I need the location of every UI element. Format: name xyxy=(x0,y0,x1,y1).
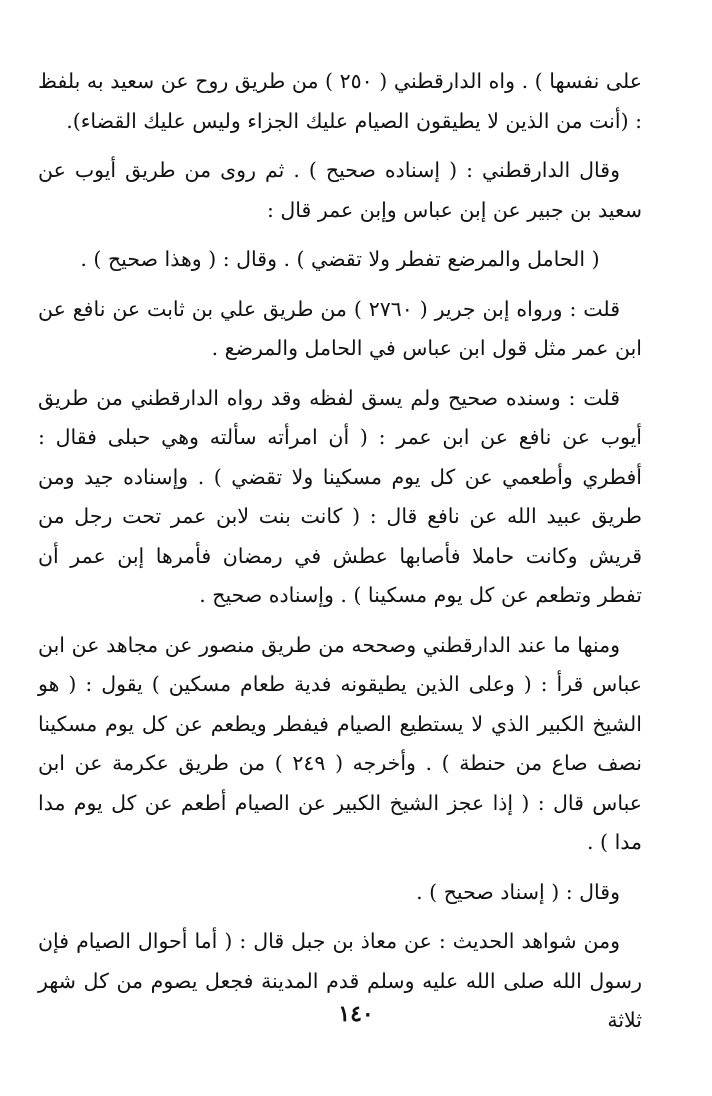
paragraph-6 xyxy=(38,626,642,863)
paragraph-5-text: قلت : وسنده صحيح ولم يسق لفظه وقد رواه الدارقطني من طريق أيوب عن نافع عن ابن عمر : ( أن امرأته سألته وهي حبلى فقال : أفطري وأطعمي عن كل يوم مسكينا ولا تقضي ) . وإسناده جيد ومن طريق عبيد الله عن نافع قال : ( كانت بنت لابن عمر تحت رجل من قريش وكانت حاملا فأصابها عطش في رمضان فأمرها إبن عمر أن تفطر وتطعم عن كل يوم مسكينا ) . وإسناده صحيح . xyxy=(38,385,642,607)
paragraph-8-text: ومن شواهد الحديث : عن معاذ بن جبل قال : ( أما أحوال الصيام فإن رسول الله صلى الله عليه وسلم قدم المدينة فجعل يصوم من كل شهر ثلاثة xyxy=(38,929,642,1032)
paragraph-2 xyxy=(38,151,642,230)
page-text-body xyxy=(38,62,642,1041)
paragraph-6-text: ومنها ما عند الدارقطني وصححه من طريق منصور عن مجاهد عن ابن عباس قرأ : ( وعلى الذين يطيقونه فدية طعام مسكين ) يقول : ( هو الشيخ الكبير الذي لا يستطيع الصيام فيفطر ويطعم عن كل يوم مسكينا نصف صاع من حنطة ) . وأخرجه ( ٢٤٩ ) من طريق عكرمة عن ابن عباس قال : ( إذا عجز الشيخ الكبير عن الصيام أطعم عن كل يوم مدا مدا ) . xyxy=(38,632,642,854)
paragraph-1: على نفسها ) . واه الدارقطني ( ٢٥٠ ) من طريق روح عن سعيد به بلفظ : (أنت من الذين لا يطيقون الصيام عليك الجزاء وليس عليك القضاء). xyxy=(38,69,643,133)
paragraph-3: ( الحامل والمرضع تفطر ولا تقضي ) . وقال : ( وهذا صحيح ) . xyxy=(80,247,600,271)
paragraph-4-text: قلت : ورواه إبن جرير ( ٢٧٦٠ ) من طريق علي بن ثابت عن نافع عن ابن عمر مثل قول ابن عباس في الحامل والمرضع . xyxy=(38,296,642,360)
page-number: ١٤٠ xyxy=(338,1001,374,1027)
paragraph-4 xyxy=(38,290,642,369)
paragraph-2-text: وقال الدارقطني : ( إسناده صحيح ) . ثم روى من طريق أيوب عن سعيد بن جبير عن إبن عباس وإبن عمر قال : xyxy=(38,158,642,222)
paragraph-5 xyxy=(38,379,642,616)
paragraph-7 xyxy=(38,873,642,913)
paragraph-7-text: وقال : ( إسناد صحيح ) . xyxy=(416,879,620,904)
